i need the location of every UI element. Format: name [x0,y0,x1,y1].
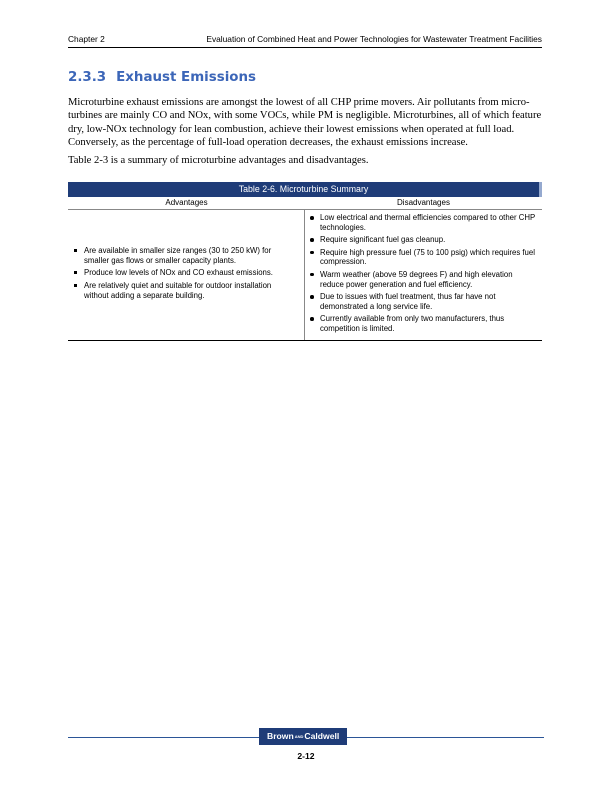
table-caption: Table 2-6. Microturbine Summary [68,182,542,197]
column-header-advantages: Advantages [165,198,208,207]
brown-and-caldwell-logo [259,728,347,745]
logo-text-brown: Brown [267,731,294,741]
list-item [73,268,298,278]
list-item-text: Low electrical and thermal efficiencies compared to other CHP technologies. [320,213,536,232]
round-bullet-icon [310,216,314,220]
list-item-text: Are available in smaller size ranges (30 to 250 kW) for smaller gas flows or smaller capacity plants. [84,246,272,265]
list-item [309,270,536,289]
round-bullet-icon [310,273,314,277]
list-item [73,281,298,300]
disadvantages-cell [305,210,542,340]
square-bullet-icon [74,249,77,252]
page-header [68,34,542,48]
list-item-text: Due to issues with fuel treatment, thus far have not demonstrated a long service life. [320,292,496,311]
list-item [309,314,536,333]
summary-table [68,182,542,341]
list-item-text: Are relatively quiet and suitable for outdoor installation without adding a separate building. [84,281,272,300]
document-title: Evaluation of Combined Heat and Power Technologies for Wastewater Treatment Facilities [206,34,542,44]
list-item-text: Warm weather (above 59 degrees F) and high elevation reduce power generation and fuel efficiency. [320,269,513,289]
page-number: 2-12 [297,751,315,761]
table-header-row [68,197,542,210]
list-item-text: Require high pressure fuel (75 to 100 psig) which requires fuel compression. [320,247,535,267]
list-item [309,292,536,311]
round-bullet-icon [310,317,314,321]
column-header-disadvantages: Disadvantages [397,198,450,207]
list-item [309,248,536,267]
list-item-text: Require significant fuel gas cleanup. [320,235,446,245]
section-title: Exhaust Emissions [116,70,256,85]
logo-text-caldwell: Caldwell [304,731,340,741]
table-intro-paragraph: Table 2-3 is a summary of microturbine advantages and disadvantages. [68,155,369,166]
round-bullet-icon [310,295,314,299]
list-item [73,246,298,265]
disadvantages-list [309,213,536,334]
list-item-text: Produce low levels of NOx and CO exhaust emissions. [84,268,273,278]
list-item-text: Currently available from only two manufacturers, thus competition is limited. [320,314,505,333]
list-item [309,213,536,232]
body-paragraph: Microturbine exhaust emissions are amongst the lowest of all CHP prime movers. Air pollutants from micro-turbines are mainly CO and NOx, with some VOCs, while PM is negligible. Microturbines, all of which feature dry, low-NOx technology for lean combustion, achieve their lowest emissions when operated at full load. Conversely, as the percentage of full-load operation decreases, the exhaust emissions increase. [68,97,542,148]
advantages-cell [68,210,305,340]
round-bullet-icon [310,238,314,242]
logo-text-and: AND [294,734,304,739]
list-item [309,235,536,245]
advantages-list [73,246,298,303]
section-number: 2.3.3 [68,70,107,85]
square-bullet-icon [74,284,77,287]
chapter-label: Chapter 2 [68,34,105,44]
section-heading [68,70,256,85]
table-body-row [68,210,542,341]
square-bullet-icon [74,271,77,274]
round-bullet-icon [310,251,314,255]
